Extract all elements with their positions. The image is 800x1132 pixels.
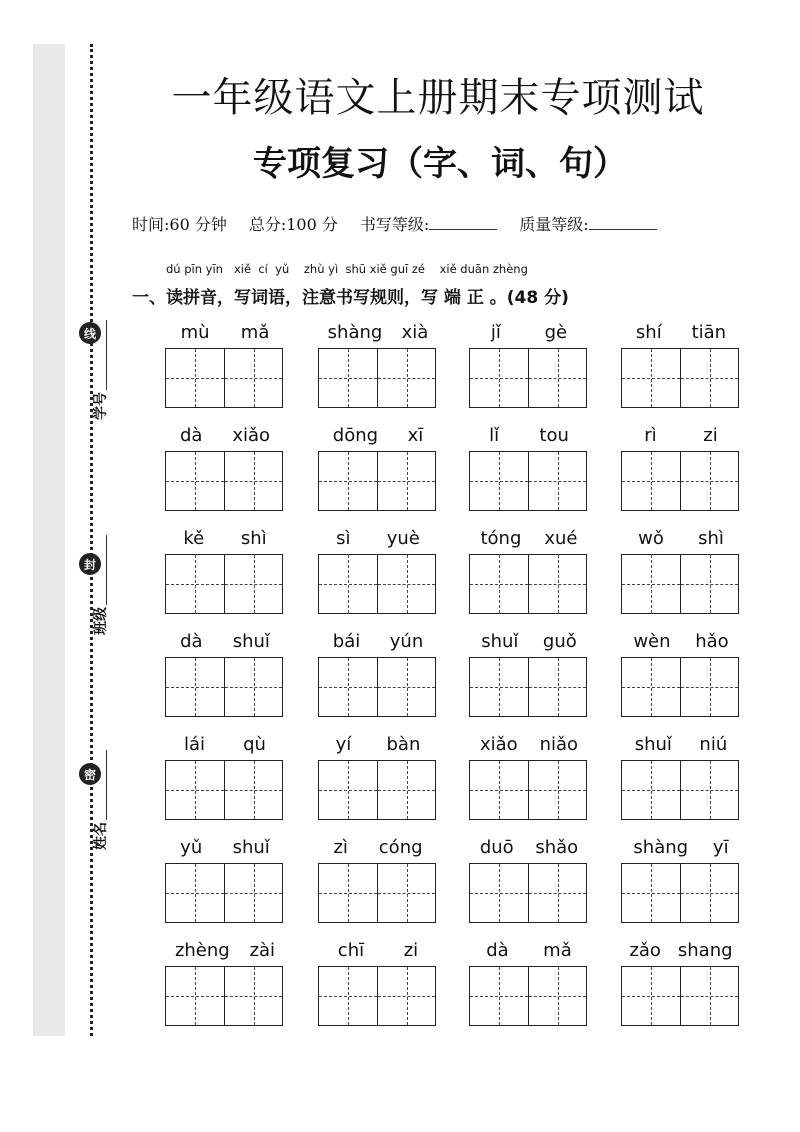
tian-zi-ge-box[interactable]: [680, 658, 739, 716]
word-item: [165, 730, 285, 820]
tian-zi-ge-box[interactable]: [319, 555, 377, 613]
tian-zi-ge-box[interactable]: [622, 658, 680, 716]
tian-zi-ge-box[interactable]: [319, 452, 377, 510]
writing-boxes: [165, 554, 283, 614]
word-pinyin: [469, 524, 589, 552]
tian-zi-ge-box[interactable]: [166, 452, 224, 510]
pinyin-syllable: xī: [407, 424, 424, 446]
pinyin-syllable: xià: [401, 321, 429, 343]
student-id-label: 学号: [93, 392, 109, 420]
pinyin-syllable: shǎo: [535, 836, 579, 858]
writing-grade-blank[interactable]: [429, 215, 497, 230]
pinyin-syllable: shì: [240, 527, 267, 549]
pinyin-syllable: xiǎo: [479, 733, 518, 755]
word-item: [165, 421, 285, 511]
pinyin-syllable: shì: [698, 527, 724, 549]
writing-boxes: [621, 657, 739, 717]
word-pinyin: [165, 936, 285, 964]
word-pinyin: [469, 936, 589, 964]
tian-zi-ge-box[interactable]: [166, 349, 224, 407]
pinyin-syllable: qù: [243, 733, 266, 755]
total-score-info: 总分:100 分: [248, 215, 338, 234]
pinyin-syllable: sì: [336, 527, 351, 549]
writing-boxes: [165, 348, 283, 408]
pinyin-syllable: jǐ: [490, 321, 501, 343]
tian-zi-ge-box[interactable]: [224, 658, 283, 716]
tian-zi-ge-box[interactable]: [319, 349, 377, 407]
word-pinyin: [469, 421, 589, 449]
word-item: [165, 833, 285, 923]
word-pinyin: [165, 627, 285, 655]
word-pinyin: [621, 524, 741, 552]
word-item: [318, 524, 438, 614]
word-pinyin: [469, 730, 589, 758]
pinyin-syllable: zi: [703, 424, 718, 446]
pinyin-syllable: shuǐ: [634, 733, 672, 755]
seal-line: 线: [79, 322, 101, 344]
tian-zi-ge-box[interactable]: [470, 864, 528, 922]
tian-zi-ge-box[interactable]: [470, 452, 528, 510]
seal-seal: 封: [79, 553, 101, 575]
pinyin-syllable: yǔ: [180, 836, 203, 858]
pinyin-syllable: shang: [677, 939, 733, 961]
writing-boxes: [318, 760, 436, 820]
pinyin-syllable: bái: [332, 630, 361, 652]
tian-zi-ge-box[interactable]: [224, 967, 283, 1025]
pinyin-syllable: zì: [333, 836, 348, 858]
pinyin-syllable: tou: [539, 424, 569, 446]
writing-boxes: [621, 760, 739, 820]
writing-boxes: [469, 966, 587, 1026]
pinyin-syllable: lái: [184, 733, 206, 755]
pinyin-syllable: shàng: [327, 321, 383, 343]
pinyin-syllable: shàng: [633, 836, 689, 858]
writing-boxes: [469, 348, 587, 408]
tian-zi-ge-box[interactable]: [166, 864, 224, 922]
word-item: [469, 421, 589, 511]
pinyin-syllable: mù: [180, 321, 210, 343]
page-subtitle: 专项复习（字、词、句）: [253, 144, 627, 184]
writing-boxes: [165, 863, 283, 923]
pinyin-syllable: xué: [544, 527, 578, 549]
word-item: [621, 524, 741, 614]
writing-boxes: [621, 451, 739, 511]
tian-zi-ge-box[interactable]: [224, 864, 283, 922]
pinyin-syllable: zǎo: [629, 939, 661, 961]
tian-zi-ge-box[interactable]: [528, 555, 587, 613]
section-heading: 一、读拼音，写词语，注意书写规则，写 端 正 。(48 分): [132, 288, 569, 308]
tian-zi-ge-box[interactable]: [377, 555, 436, 613]
word-pinyin: [318, 627, 438, 655]
tian-zi-ge-box[interactable]: [224, 555, 283, 613]
tian-zi-ge-box[interactable]: [377, 761, 436, 819]
pinyin-syllable: zhèng: [174, 939, 230, 961]
tian-zi-ge-box[interactable]: [680, 349, 739, 407]
tian-zi-ge-box[interactable]: [319, 761, 377, 819]
word-pinyin: [469, 833, 589, 861]
tian-zi-ge-box[interactable]: [377, 349, 436, 407]
word-pinyin: [318, 524, 438, 552]
quality-grade-blank[interactable]: [589, 215, 657, 230]
tian-zi-ge-box[interactable]: [680, 452, 739, 510]
pinyin-syllable: cóng: [378, 836, 423, 858]
tian-zi-ge-box[interactable]: [319, 658, 377, 716]
tian-zi-ge-box[interactable]: [680, 555, 739, 613]
word-item: [621, 936, 741, 1026]
writing-boxes: [469, 863, 587, 923]
word-pinyin: [621, 421, 741, 449]
word-pinyin: [165, 730, 285, 758]
word-pinyin: [318, 936, 438, 964]
pinyin-syllable: wèn: [633, 630, 671, 652]
tian-zi-ge-box[interactable]: [166, 658, 224, 716]
pinyin-syllable: duō: [479, 836, 514, 858]
pinyin-syllable: tóng: [480, 527, 522, 549]
word-item: [318, 318, 438, 408]
word-pinyin: [165, 318, 285, 346]
writing-boxes: [165, 966, 283, 1026]
word-pinyin: [165, 833, 285, 861]
tian-zi-ge-box[interactable]: [622, 452, 680, 510]
pinyin-syllable: shuǐ: [232, 836, 270, 858]
tian-zi-ge-box[interactable]: [528, 658, 587, 716]
name-blank[interactable]: [94, 750, 107, 820]
tian-zi-ge-box[interactable]: [224, 761, 283, 819]
word-item: [621, 421, 741, 511]
tian-zi-ge-box[interactable]: [470, 658, 528, 716]
pinyin-syllable: yún: [389, 630, 424, 652]
pinyin-syllable: tiān: [691, 321, 727, 343]
cut-line: [90, 44, 93, 1036]
tian-zi-ge-box[interactable]: [470, 761, 528, 819]
pinyin-syllable: gè: [544, 321, 568, 343]
pinyin-syllable: rì: [644, 424, 657, 446]
pinyin-syllable: dà: [179, 424, 203, 446]
writing-boxes: [165, 451, 283, 511]
writing-boxes: [469, 657, 587, 717]
writing-grade-field: [360, 212, 497, 235]
tian-zi-ge-box[interactable]: [528, 452, 587, 510]
word-pinyin: [469, 318, 589, 346]
tian-zi-ge-box[interactable]: [377, 452, 436, 510]
pinyin-syllable: shuǐ: [232, 630, 270, 652]
writing-boxes: [621, 348, 739, 408]
word-pinyin: [469, 627, 589, 655]
pinyin-syllable: bàn: [386, 733, 421, 755]
word-pinyin: [165, 421, 285, 449]
word-pinyin: [318, 421, 438, 449]
pinyin-syllable: zài: [249, 939, 276, 961]
pinyin-syllable: lǐ: [489, 424, 500, 446]
tian-zi-ge-box[interactable]: [622, 864, 680, 922]
word-item: [318, 936, 438, 1026]
pinyin-syllable: hǎo: [695, 630, 729, 652]
word-item: [165, 627, 285, 717]
tian-zi-ge-box[interactable]: [622, 967, 680, 1025]
word-item: [621, 833, 741, 923]
word-pinyin: [621, 730, 741, 758]
tian-zi-ge-box[interactable]: [377, 864, 436, 922]
pinyin-syllable: niǎo: [539, 733, 579, 755]
tian-zi-ge-box[interactable]: [622, 761, 680, 819]
word-item: [165, 524, 285, 614]
writing-boxes: [469, 760, 587, 820]
tian-zi-ge-box[interactable]: [470, 555, 528, 613]
student-id-field: [90, 280, 110, 420]
pinyin-syllable: xiǎo: [232, 424, 271, 446]
writing-boxes: [318, 554, 436, 614]
tian-zi-ge-box[interactable]: [224, 349, 283, 407]
word-item: [469, 730, 589, 820]
section-pinyin: dú pīn yīn xiě cí yǔ zhù yì shū xiě guī zé xiě duān zhèng: [166, 262, 528, 276]
word-item: [469, 936, 589, 1026]
tian-zi-ge-box[interactable]: [319, 864, 377, 922]
writing-boxes: [621, 554, 739, 614]
writing-grade-label: 书写等级:: [359, 215, 430, 234]
pinyin-syllable: yí: [335, 733, 352, 755]
writing-boxes: [621, 966, 739, 1026]
word-item: [621, 627, 741, 717]
writing-boxes: [318, 966, 436, 1026]
pinyin-syllable: yuè: [386, 527, 420, 549]
word-item: [318, 833, 438, 923]
tian-zi-ge-box[interactable]: [377, 967, 436, 1025]
tian-zi-ge-box[interactable]: [224, 452, 283, 510]
tian-zi-ge-box[interactable]: [166, 555, 224, 613]
word-item: [469, 524, 589, 614]
word-item: [318, 421, 438, 511]
writing-boxes: [469, 554, 587, 614]
pinyin-syllable: wǒ: [638, 527, 664, 549]
time-info: 时间:60 分钟: [132, 215, 227, 234]
quality-grade-field: [519, 212, 656, 235]
pinyin-syllable: dà: [486, 939, 509, 961]
word-item: [469, 627, 589, 717]
tian-zi-ge-box[interactable]: [680, 761, 739, 819]
tian-zi-ge-box[interactable]: [528, 967, 587, 1025]
pinyin-syllable: yī: [712, 836, 729, 858]
page-title: 一年级语文上册期末专项测试: [171, 75, 705, 121]
writing-boxes: [318, 657, 436, 717]
writing-boxes: [318, 451, 436, 511]
writing-boxes: [318, 863, 436, 923]
pinyin-syllable: chī: [337, 939, 365, 961]
word-item: [469, 318, 589, 408]
word-item: [165, 936, 285, 1026]
writing-boxes: [318, 348, 436, 408]
word-item: [621, 730, 741, 820]
tian-zi-ge-box[interactable]: [470, 967, 528, 1025]
tian-zi-ge-box[interactable]: [470, 349, 528, 407]
tian-zi-ge-box[interactable]: [377, 658, 436, 716]
word-pinyin: [318, 730, 438, 758]
pinyin-syllable: shí: [635, 321, 662, 343]
pinyin-syllable: dōng: [332, 424, 379, 446]
tian-zi-ge-box[interactable]: [166, 761, 224, 819]
word-pinyin: [621, 833, 741, 861]
tian-zi-ge-box[interactable]: [622, 555, 680, 613]
tian-zi-ge-box[interactable]: [528, 864, 587, 922]
name-label: 姓名: [93, 822, 109, 850]
writing-boxes: [621, 863, 739, 923]
word-item: [621, 318, 741, 408]
tian-zi-ge-box[interactable]: [622, 349, 680, 407]
word-pinyin: [621, 936, 741, 964]
writing-boxes: [165, 657, 283, 717]
writing-boxes: [469, 451, 587, 511]
tian-zi-ge-box[interactable]: [528, 761, 587, 819]
word-pinyin: [318, 318, 438, 346]
tian-zi-ge-box[interactable]: [528, 349, 587, 407]
word-pinyin: [621, 627, 741, 655]
pinyin-syllable: zi: [403, 939, 419, 961]
binding-strip: [33, 44, 65, 1036]
word-item: [318, 627, 438, 717]
pinyin-syllable: mǎ: [240, 321, 270, 343]
word-item: [318, 730, 438, 820]
tian-zi-ge-box[interactable]: [680, 967, 739, 1025]
pinyin-syllable: dà: [180, 630, 203, 652]
class-label: 班级: [93, 607, 109, 635]
tian-zi-ge-box[interactable]: [680, 864, 739, 922]
exam-info: [132, 212, 679, 235]
tian-zi-ge-box[interactable]: [319, 967, 377, 1025]
tian-zi-ge-box[interactable]: [166, 967, 224, 1025]
word-pinyin: [318, 833, 438, 861]
pinyin-syllable: mǎ: [543, 939, 572, 961]
pinyin-syllable: niú: [699, 733, 728, 755]
word-item: [165, 318, 285, 408]
pinyin-syllable: shuǐ: [481, 630, 519, 652]
word-pinyin: [165, 524, 285, 552]
pinyin-syllable: guǒ: [542, 630, 577, 652]
seal-secret: 密: [79, 763, 101, 785]
writing-boxes: [165, 760, 283, 820]
pinyin-syllable: kě: [183, 527, 205, 549]
word-pinyin: [621, 318, 741, 346]
quality-grade-label: 质量等级:: [519, 215, 589, 234]
word-item: [469, 833, 589, 923]
